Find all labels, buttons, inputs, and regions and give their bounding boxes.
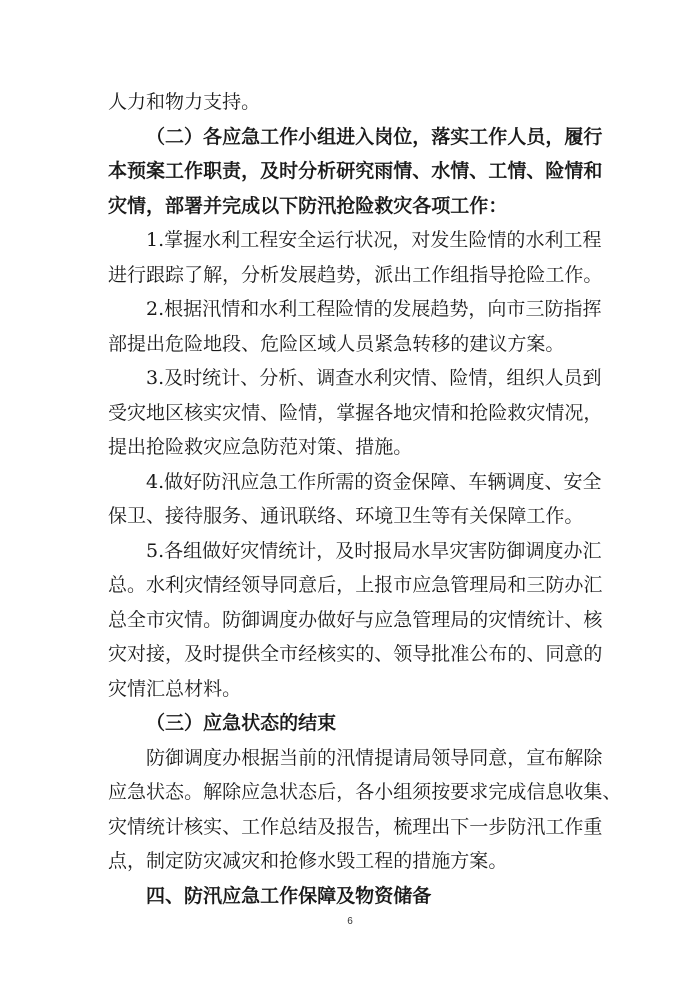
paragraph-line: 1 . 掌 握 水 利 工 程 安 全 运 行 状 况 ， 对 发 生 险 情 的 水 利 工 程 xyxy=(146,229,602,251)
paragraph-line: 人 力 和 物 力 支 持 。 xyxy=(108,91,261,113)
heading-line: （ 三 ） 应 急 状 态 的 结 束 xyxy=(146,712,337,734)
paragraph-line: 灾 对 接 ， 及 时 提 供 全 市 经 核 实 的 、 领 导 批 准 公 布 的 、 同 意 的 xyxy=(108,643,603,665)
paragraph-line: 提 出 抢 险 救 灾 应 急 防 范 对 策 、 措 施 。 xyxy=(108,436,413,458)
paragraph-line: 保 卫 、 接 待 服 务 、 通 讯 联 络 、 环 境 卫 生 等 有 关 保 障 工 作 。 xyxy=(108,505,584,527)
paragraph-line: 灾 情 汇 总 材 料 。 xyxy=(108,677,242,700)
paragraph-line: 5 . 各 组 做 好 灾 情 统 计 ， 及 时 报 局 水 旱 灾 害 防 御 调 度 办 汇 xyxy=(146,539,602,562)
paragraph-line: 进 行 跟 踪 了 解 ， 分 析 发 展 趋 势 ， 派 出 工 作 组 指 导 抢 险 工 作 。 xyxy=(108,263,603,286)
heading-line: 四 、 防 汛 应 急 工 作 保 障 及 物 资 储 备 xyxy=(146,884,432,907)
heading-line: （ 二 ） 各 应 急 工 作 小 组 进 入 岗 位 ， 落 实 工 作 人 员 ， 履 行 xyxy=(146,125,603,148)
paragraph-line: 总 。 水 利 灾 情 经 领 导 同 意 后 ， 上 报 市 应 急 管 理 局 和 三 防 办 汇 xyxy=(108,574,603,596)
paragraph-line: 灾 情 统 计 核 实 、 工 作 总 结 及 报 告 ， 梳 理 出 下 一 步 防 汛 工 作 重 xyxy=(108,815,603,838)
paragraph-line: 2 . 根 据 汛 情 和 水 利 工 程 险 情 的 发 展 趋 势 ， 向 市 三 防 指 挥 xyxy=(146,298,602,320)
paragraph-line: 点 ， 制 定 防 灾 减 灾 和 抢 修 水 毁 工 程 的 措 施 方 案 。 xyxy=(108,850,508,872)
paragraph-line: 部 提 出 危 险 地 段 、 危 险 区 域 人 员 紧 急 转 移 的 建 议 方 案 。 xyxy=(108,332,565,355)
heading-line: 灾 情 ， 部 署 并 完 成 以 下 防 汛 抢 险 救 灾 各 项 工 作 ： xyxy=(108,194,508,217)
paragraph-line: 防 御 调 度 办 根 据 当 前 的 汛 情 提 请 局 领 导 同 意 ， 宣 布 解 除 xyxy=(146,746,603,769)
paragraph-line: 总 全 市 灾 情 。 防 御 调 度 办 做 好 与 应 急 管 理 局 的 灾 情 统 计 、 核 xyxy=(108,608,603,631)
paragraph-line: 应 急 状 态 。 解 除 应 急 状 态 后 ， 各 小 组 须 按 要 求 完 成 信 息 收 集 、 xyxy=(108,781,622,803)
paragraph-line: 4 . 做 好 防 汛 应 急 工 作 所 需 的 资 金 保 障 、 车 辆 调 度 、 安 全 xyxy=(146,470,602,493)
paragraph-line: 3 . 及 时 统 计 、 分 析 、 调 查 水 利 灾 情 、 险 情 ， 组 织 人 员 到 xyxy=(146,367,602,389)
page-number: 6 xyxy=(347,916,353,927)
paragraph-line: 受 灾 地 区 核 实 灾 情 、 险 情 ， 掌 握 各 地 灾 情 和 抢 险 救 灾 情 况 ， xyxy=(108,401,603,424)
heading-line: 本 预 案 工 作 职 责 ， 及 时 分 析 研 究 雨 情 、 水 情 、 工 情 、 险 情 和 xyxy=(108,160,603,182)
